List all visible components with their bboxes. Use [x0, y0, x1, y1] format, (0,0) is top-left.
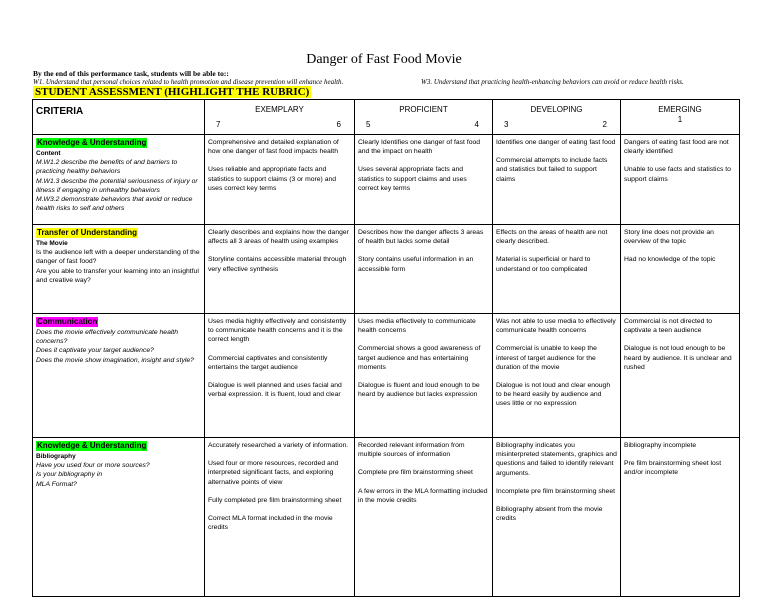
criteria-line: Does the movie effectively communicate health concerns?: [36, 329, 179, 346]
document-title: Danger of Fast Food Movie: [306, 52, 462, 67]
level-name: EXEMPLARY: [255, 105, 304, 114]
descriptor: Clearly describes and explains how the danger affects all 3 areas of health using examples: [208, 229, 349, 246]
level-score-low: 5: [366, 119, 371, 129]
intro-text: By the end of this performance task, students will be able to::: [33, 69, 229, 78]
descriptor: Identifies one danger of eating fast food: [496, 139, 616, 146]
descriptor: Accurately researched a variety of information.: [208, 442, 349, 449]
descriptor: Incomplete pre film brainstorming sheet: [496, 487, 615, 495]
level-score-low: 7: [216, 119, 221, 129]
level-score-low: 3: [504, 119, 509, 129]
exemplary-cell: [205, 314, 355, 438]
category-label: Knowledge & Understanding: [37, 441, 147, 450]
emerging-cell: [621, 314, 740, 438]
descriptor: Story contains useful information in an accessible form: [358, 256, 474, 273]
descriptor: Dialogue is not loud enough to be heard by audience. It is unclear and rushed: [624, 345, 732, 371]
rubric-header-row: [33, 100, 740, 135]
level-name: DEVELOPING: [530, 105, 583, 114]
criteria-line: Is the audience left with a deeper understanding of the danger of fast food?: [36, 249, 200, 266]
level-exemplary: [205, 100, 355, 135]
rubric-row-bibliography: [33, 438, 740, 597]
descriptor: Was not able to use media to effectively communicate health concerns: [496, 318, 616, 335]
category-label: Knowledge & Understanding: [37, 138, 147, 147]
descriptor: Effects on the areas of health are not clearly described.: [496, 229, 608, 246]
proficient-cell: [355, 225, 493, 314]
descriptor: Commercial is unable to keep the interest of target audience for the duration of the movie: [496, 345, 597, 371]
descriptor: Bibliography absent from the movie credits: [496, 506, 603, 523]
rubric-row-communication: [33, 314, 740, 438]
descriptor: Commercial is not directed to captivate a teen audience: [624, 318, 713, 335]
exemplary-cell: [205, 225, 355, 314]
emerging-cell: [621, 225, 740, 314]
descriptor: Pre film brainstorming sheet lost and/or incomplete: [624, 460, 722, 477]
descriptor: A few errors in the MLA formatting included in the movie credits: [358, 487, 488, 504]
descriptor: Comprehensive and detailed explanation of how one danger of fast food impacts health: [208, 139, 339, 156]
criteria-line: M.W1.2 describe the benefits of and barriers to practicing healthy behaviors: [36, 159, 178, 176]
rubric-row-content: [33, 135, 740, 225]
criteria-line: M.W3.2 demonstrate behaviors that avoid or reduce health risks to self and others: [36, 196, 193, 213]
level-developing: [493, 100, 621, 135]
descriptor: Uses media highly effectively and consistently to communicate health concerns and it is the correct length: [208, 318, 347, 344]
criteria-line: Does the movie show imagination, insight and style?: [36, 356, 194, 364]
level-score-high: 4: [474, 119, 479, 129]
level-name: EMERGING: [658, 105, 702, 114]
descriptor: Dialogue is well planned and uses facial and verbal expression. It is fluent, loud and clear: [208, 382, 342, 399]
criteria-header: CRITERIA: [33, 100, 205, 135]
objective-w3: W3. Understand that practicing health-enhancing behaviors can avoid or reduce health risks.: [421, 78, 684, 86]
criteria-line: Have you used four or more sources?: [36, 462, 150, 470]
descriptor: Had no knowledge of the topic: [624, 256, 716, 264]
descriptor: Fully completed pre film brainstorming sheet: [208, 496, 342, 504]
descriptor: Dangers of eating fast food are not clearly identified: [624, 139, 729, 156]
criteria-line: MLA Format?: [36, 480, 77, 488]
level-score: 1: [677, 115, 683, 124]
category-sub: Bibliography: [36, 453, 76, 460]
emerging-cell: [621, 438, 740, 597]
descriptor: Bibliography incomplete: [624, 442, 697, 449]
level-name: PROFICIENT: [399, 105, 448, 114]
rubric-row-transfer: [33, 225, 740, 314]
descriptor: Commercial captivates and consistently entertains the target audience: [208, 354, 328, 371]
category-sub: The Movie: [36, 240, 68, 247]
category-sub: Content: [36, 150, 61, 157]
exemplary-cell: [205, 135, 355, 225]
descriptor: Recorded relevant information from multiple sources of information: [358, 442, 465, 459]
descriptor: Uses several appropriate facts and statistics to support claims and uses correct key terms: [358, 166, 467, 192]
emerging-cell: [621, 135, 740, 225]
level-proficient: [355, 100, 493, 135]
descriptor: Storyline contains accessible material through very effective synthesis: [208, 256, 347, 273]
assessment-heading: STUDENT ASSESSMENT (HIGHLIGHT THE RUBRIC): [35, 86, 310, 98]
descriptor: Dialogue is fluent and loud enough to be heard by audience but lacks expression: [358, 382, 480, 399]
level-emerging: [621, 100, 740, 135]
developing-cell: [493, 314, 621, 438]
criteria-line: Are you able to transfer your learning into an insightful and creative way?: [36, 267, 199, 284]
descriptor: Bibliography indicates you misinterpreted statements, graphics and questions and failed to identify relevant arguments.: [496, 442, 617, 477]
descriptor: Used four or more resources, recorded and interpreted significant facts, and exploring alternative points of view: [208, 460, 339, 486]
criteria-cell: [33, 438, 205, 597]
objective-w1: W1. Understand that personal choices related to health promotion and disease prevention will enhance health.: [33, 78, 344, 86]
descriptor: Material is superficial or hard to understand or too complicated: [496, 256, 591, 273]
descriptor: Story line does not provide an overview of the topic: [624, 229, 714, 246]
descriptor: Clearly Identifies one danger of fast food and the impact on health: [358, 139, 481, 156]
descriptor: Correct MLA format included in the movie credits: [208, 515, 333, 532]
developing-cell: [493, 225, 621, 314]
descriptor: Dialogue is not loud and clear enough to be heard easily by audience and uses little or no expression: [496, 382, 611, 408]
developing-cell: [493, 135, 621, 225]
rubric-table: [32, 99, 740, 597]
descriptor: Uses media effectively to communicate health concerns: [358, 318, 476, 335]
descriptor: Commercial shows a good awareness of target audience and has entertaining moments: [358, 345, 481, 371]
criteria-cell: [33, 314, 205, 438]
criteria-cell: [33, 225, 205, 314]
criteria-cell: [33, 135, 205, 225]
criteria-line: Does it captivate your target audience?: [36, 347, 154, 355]
category-label: Transfer of Understanding: [37, 228, 138, 237]
descriptor: Unable to use facts and statistics to support claims: [624, 166, 731, 183]
descriptor: Describes how the danger affects 3 areas of health but lacks some detail: [358, 229, 484, 246]
criteria-line: Is your bibliography in: [36, 471, 103, 479]
descriptor: Uses reliable and appropriate facts and statistics to support claims (3 or more) and uses correct key terms: [208, 166, 337, 192]
proficient-cell: [355, 438, 493, 597]
developing-cell: [493, 438, 621, 597]
exemplary-cell: [205, 438, 355, 597]
category-label: Communication: [37, 317, 98, 326]
descriptor: Commercial attempts to include facts and statistics but failed to support claims: [496, 157, 608, 183]
level-score-high: 6: [336, 119, 341, 129]
proficient-cell: [355, 135, 493, 225]
criteria-line: M.W1.3 describe the potential seriousness of injury or illness if engaging in unhealthy behaviors: [36, 177, 198, 194]
descriptor: Complete pre film brainstorming sheet: [358, 469, 473, 477]
proficient-cell: [355, 314, 493, 438]
level-score-high: 2: [602, 119, 607, 129]
